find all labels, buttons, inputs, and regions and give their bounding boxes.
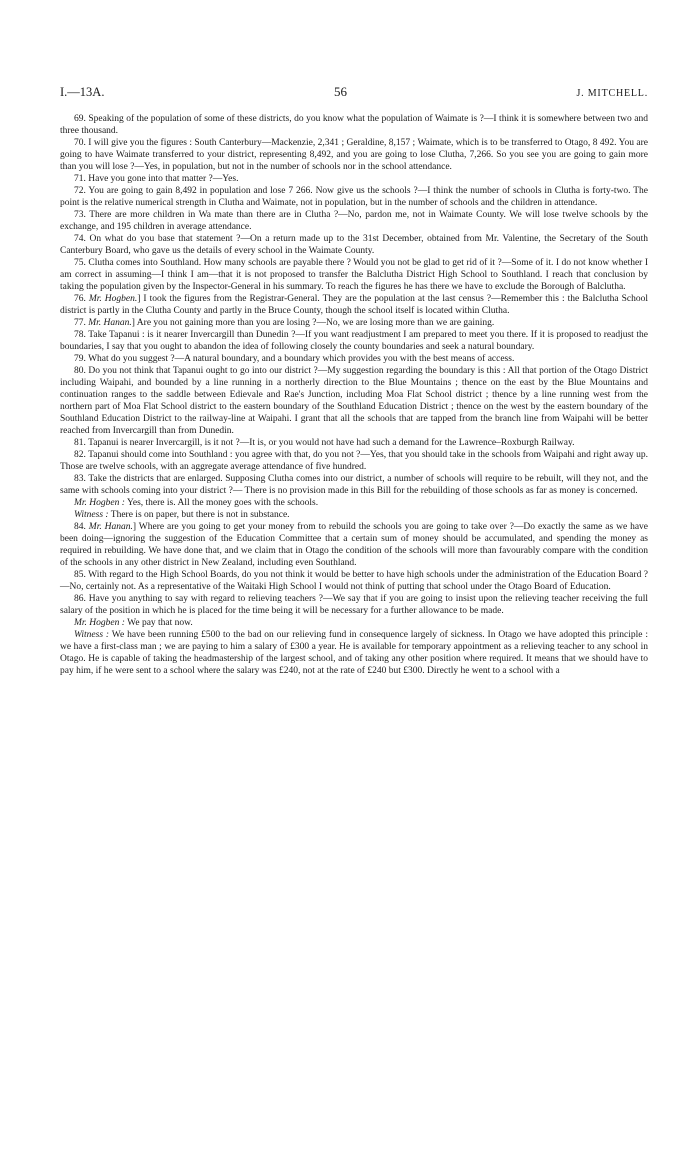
paragraph [60,137,648,173]
speaker: Witness : [74,630,110,640]
paragraph-text: 82. Tapanui should come into Southland : you agree with that, do you not ?—Yes, that you should take in the schools from Waipahi and right away up. Those are twelve schools, with an aggregate average attendance of five hundred. [60,450,648,472]
paragraph-text: 73. There are more children in Wa mate than there are in Clutha ?—No, pardon me, not in Waimate County. We will lose twelve schools by the exchange, and 195 children in average attendance. [60,210,648,232]
paragraph-text: 81. Tapanui is nearer Invercargill, is it not ?—It is, or you would not have had such a demand for the Lawrence–Roxburgh Railway. [74,438,575,448]
paragraph-text: 86. Have you anything to say with regard to relieving teachers ?—We say that if you are going to insist upon the relieving teacher receiving the full salary of the position in which he is placed for the time being it will be necessary for a further allowance to be made. [60,594,648,616]
paragraph-text: 83. Take the districts that are enlarged. Supposing Clutha comes into our district, a number of schools will require to be rebuilt, will they not, and the same with schools coming into your district ?— There is no provision made in this Bill for the rebuilding of those schools as far as money is concerned. [60,474,648,496]
speaker: Mr. Hogben. [88,294,138,304]
paragraph [60,293,648,317]
speaker: Mr. Hogben : [74,498,125,508]
paragraph [60,209,648,233]
evidence-body [60,113,648,677]
question-number: 84. [74,522,86,532]
paragraph [60,449,648,473]
paragraph [60,617,648,629]
speaker: Witness : [74,510,109,520]
paragraph [60,593,648,617]
paragraph [60,185,648,209]
paragraph [60,353,648,365]
paragraph [60,473,648,497]
paragraph [60,113,648,137]
paragraph-text: We have been running £500 to the bad on our relieving fund in consequence largely of sickness. In Otago we have adopted this principle : we have a first-class man ; we are paying to him a salary of £300 a year. He is available for temporary appointment as a relieving teacher to any school in Otago. He is capable of taking the headmastership of the largest school, and of taking any other position where required. It means that we should have to pay him, if he were sent to a school where the salary was £240, not at the rate of £240 but £300. Directly he went to a school with a [60,630,648,676]
paragraph-text: 80. Do you not think that Tapanui ought to go into our district ?—My suggestion regarding the boundary is this : All that portion of the Otago District including Waipahi, and bounded by a line running in a northerly direction to the Blue Mountains ; thence on the east by the Blue Mountains and continuation ranges to the saddle between Edievale and Rae's Junction, including Moa Flat School district ; thence by a line running west from the northern part of Moa Flat School district to the eastern boundary of the Southland Education District ; thence on the west by the eastern boundary of the Southland Education District to the railway-line at Waipahi. I grant that all the schools that are tapped from the branch line from Waipahi will be better reached from Invercargill than from Dunedin. [60,366,648,436]
paragraph-text: We pay that now. [124,618,193,628]
paragraph [60,365,648,437]
paragraph [60,257,648,293]
paragraph-text: 70. I will give you the figures : South Canterbury—Mackenzie, 2,341 ; Geraldine, 8,157 ; Waimate, which is to be transferred to Otago, 8 492. You are going to have Waimate transferred to your district, representing 8,492, and you are going to lose Clutha, 7,266. So you see you are going to gain more than you will lose ?—Yes, in population, but not in the number of schools nor in the school attendance. [60,138,648,172]
paragraph-text: Yes, there is. All the money goes with the schools. [124,498,319,508]
paragraph [60,521,648,569]
paragraph-text: 79. What do you suggest ?—A natural boundary, and a boundary which provides you with the best means of access. [74,354,515,364]
question-number: 77. [74,318,86,328]
paragraph-text: There is on paper, but there is not in substance. [108,510,290,520]
document-reference: I.—13A. [60,85,105,99]
paragraph [60,233,648,257]
speaker: Mr. Hogben : [74,618,125,628]
paragraph-text: 78. Take Tapanui : is it nearer Invercargill than Dunedin ?—If you want readjustment I am prepared to meet you there. If it is proposed to readjust the boundaries, I say that you ought to abandon the idea of following closely the county boundaries and seek a natural boundary. [60,330,648,352]
paragraph-text: ] Are you not gaining more than you are losing ?—No, we are losing more than we are gaining. [131,318,495,328]
page-number: 56 [333,84,347,99]
paragraph [60,173,648,185]
paragraph-text: ] Where are you going to get your money from to rebuild the schools you are going to take over ?—Do exactly the same as we have been doing—ignoring the suggestion of the Education Committee that a certain sum of money should be accumulated, and spending the money as required in rebuilding. We have done that, and we claim that in Otago the condition of the schools will more than favourably compare with the condition of the schools in any other district in New Zealand, including even Southland. [60,522,649,568]
paragraph [60,509,648,521]
paragraph-text: 85. With regard to the High School Boards, do you not think it would be better to have high schools under the administration of the Education Board ?—No, certainly not. As a representative of the Waitaki High School I would not think of putting that school under the Otago Board of Education. [60,570,648,592]
paragraph [60,329,648,353]
paragraph-text: ] I took the figures from the Registrar-General. They are the population at the last census ?—Remember this : the Balclutha School district is partly in the Clutha County and partly in the Bruce County, though the school itself is located within Clutha. [60,294,649,316]
paragraph-text: 72. You are going to gain 8,492 in population and lose 7 266. Now give us the schools ?—I think the number of schools in Clutha is forty-two. The point is the relative numerical strength in Clutha and Waimate, not in population, but in the number of schools and the children in attendance. [60,186,648,208]
paragraph [60,497,648,509]
page-header [60,84,648,100]
paragraph [60,629,648,677]
speaker: Mr. Hanan. [88,522,133,532]
question-number: 76. [74,294,86,304]
speaker: Mr. Hanan. [88,318,132,328]
paragraph [60,317,648,329]
paragraph-text: 71. Have you gone into that matter ?—Yes. [74,174,239,184]
paragraph [60,569,648,593]
witness-name: J. MITCHELL. [576,88,648,99]
paragraph-text: 69. Speaking of the population of some of these districts, do you know what the population of Waimate is ?—I think it is somewhere between two and three thousand. [60,114,648,136]
paragraph-text: 74. On what do you base that statement ?—On a return made up to the 31st December, obtained from Mr. Valentine, the Secretary of the South Canterbury Board, who gave us the details of every school in the Waimate County. [60,234,648,256]
paragraph-text: 75. Clutha comes into Southland. How many schools are payable there ? Would you not be glad to get rid of it ?—Some of it. I do not know whether I am correct in assuming—I think I am—that it is not proposed to transfer the Balclutha District High School to Southland. I reach that conclusion by taking the population given by the Inspector-General in his summary. To reach the figures he has there we have to exclude the Borough of Balclutha. [60,258,648,292]
paragraph [60,437,648,449]
